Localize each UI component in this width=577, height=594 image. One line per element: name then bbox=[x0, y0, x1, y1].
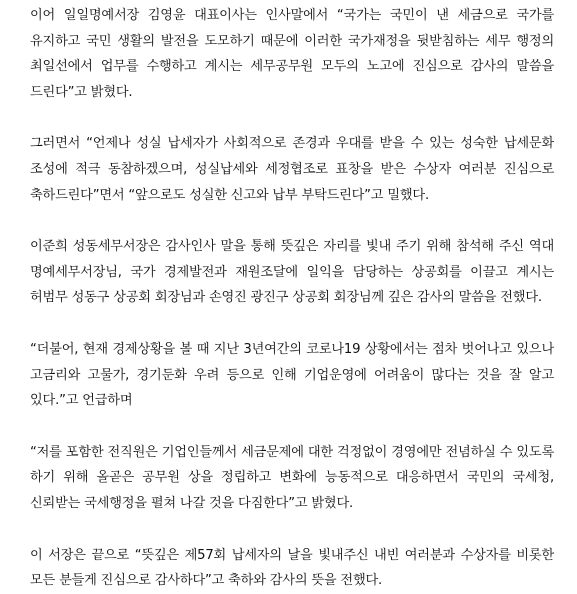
paragraph-1: 이어 일일명예서장 김영윤 대표이사는 인사말에서 “국가는 국민이 낸 세금으로 국가를 유지하고 국민 생활의 발전을 도모하기 때문에 이러한 국가재정을 뒷받침하는 세무 행정의 최일선에서 업무를 수행하고 계시는 세무공무원 모두의 노고에 진심으로 감사의 말씀을 드린다”고 밝혔다. bbox=[30, 8, 554, 100]
paragraph-6: 이 서장은 끝으로 “뜻깊은 제57회 납세자의 날을 빛내주신 내빈 여러분과 수상자를 비롯한 모든 분들게 진심으로 감사하다”고 축하와 감사의 뜻을 전했다. bbox=[30, 547, 554, 589]
paragraph-4: “더불어, 현재 경제상황을 볼 때 지난 3년여간의 코로나19 상황에서는 점차 벗어나고 있으나 고금리와 고물가, 경기둔화 우려 등으로 인해 기업운영에 어려움이 많다는 것을 잘 알고 있다.”고 언급하며 bbox=[30, 341, 554, 409]
paragraph-3: 이준희 성동세무서장은 감사인사 말을 통해 뜻깊은 자리를 빛내 주기 위해 참석해 주신 역대 명예세무서장님, 국가 경제발전과 재원조달에 일익을 담당하는 상공회를 이끌고 계시는 허범무 성동구 상공회 회장님과 손영진 광진구 상공회 회장님께 깊은 감사의 말씀을 전했다. bbox=[30, 239, 554, 306]
article-body bbox=[30, 3, 554, 594]
paragraph-2: 그러면서 “언제나 성실 납세자가 사회적으로 존경과 우대를 받을 수 있는 성숙한 납세문화 조성에 적극 동참하겠으며, 성실납세와 세정협조로 표창을 받은 수상자 여러분 진심으로 축하드린다”면서 “앞으로도 성실한 신고와 납부 부탁드린다”고 밀했다. bbox=[30, 136, 554, 203]
paragraph-5: “저를 포함한 전직원은 기업인들께서 세금문제에 대한 걱정없이 경영에만 전념하실 수 있도록 하기 위해 올곧은 공무원 상을 정립하고 변화에 능동적으로 대응하면서 국민의 국세청, 신뢰받는 국세행정을 펼쳐 나갈 것을 다짐한다”고 밝혔다. bbox=[30, 444, 554, 511]
